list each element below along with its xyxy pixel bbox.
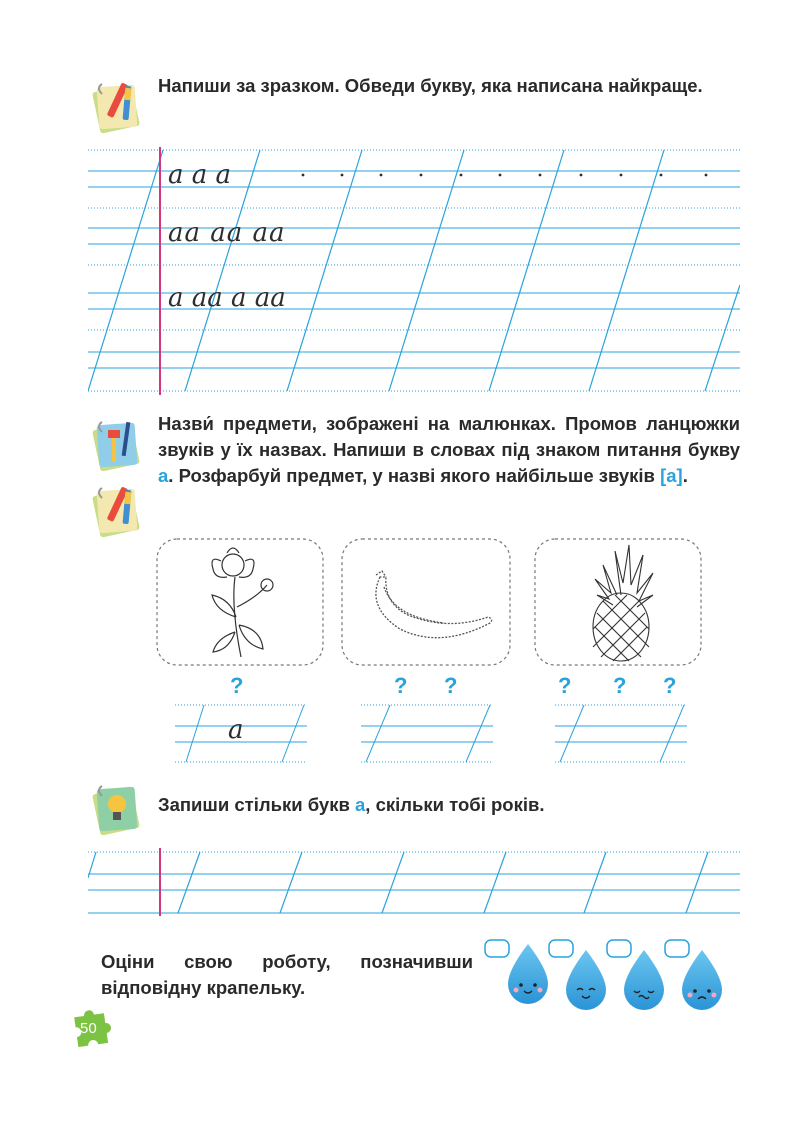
handwriting-row-3: a aa a aa xyxy=(168,283,286,313)
flower-picture xyxy=(155,537,325,667)
drop-smile-icon xyxy=(549,940,606,1010)
pineapple-picture xyxy=(533,537,703,667)
task-1-text: Напиши за зразком. Обведи букву, яка написана найкраще. xyxy=(158,75,703,96)
self-assessment-text: Оціни свою роботу, позначивши відповідну крапельку. xyxy=(101,951,473,998)
question-mark: ? xyxy=(613,673,627,698)
answer-letter: a xyxy=(228,715,244,745)
question-marks xyxy=(0,673,800,703)
paint-brushes-icon xyxy=(88,412,146,474)
answer-grid-banana[interactable] xyxy=(356,702,493,764)
task-3-text: Запиши стільки букв а, скільки тобі років. xyxy=(158,794,545,815)
question-mark: ? xyxy=(230,673,244,698)
task-2-text: Назви́ предмети, зображені на малюнках. Промов ланцюжки звуків у їх назвах. Напиши в словах під знаком питання букву а. Розфарбуй предмет, у назві якого найбільше звуків [а]. xyxy=(158,413,740,486)
question-mark: ? xyxy=(394,673,408,698)
pencil-paper-icon xyxy=(88,74,146,136)
banana-picture xyxy=(340,537,512,667)
question-mark: ? xyxy=(444,673,458,698)
handwriting-row-2: aa aa aa xyxy=(168,218,286,248)
answer-grid-pineapple[interactable] xyxy=(550,702,687,764)
pencil-paper-icon xyxy=(88,478,146,540)
handwriting-row-1: a a a xyxy=(168,160,232,190)
drop-neutral-icon xyxy=(607,940,664,1010)
age-writing-grid[interactable] xyxy=(88,848,740,916)
question-mark: ? xyxy=(558,673,572,698)
drop-sad-icon xyxy=(665,940,722,1010)
question-mark: ? xyxy=(663,673,677,698)
lightbulb-icon xyxy=(88,776,146,838)
rating-drops xyxy=(484,938,734,1010)
page-number: 50 xyxy=(80,1020,97,1037)
drop-happy-icon xyxy=(485,940,548,1004)
